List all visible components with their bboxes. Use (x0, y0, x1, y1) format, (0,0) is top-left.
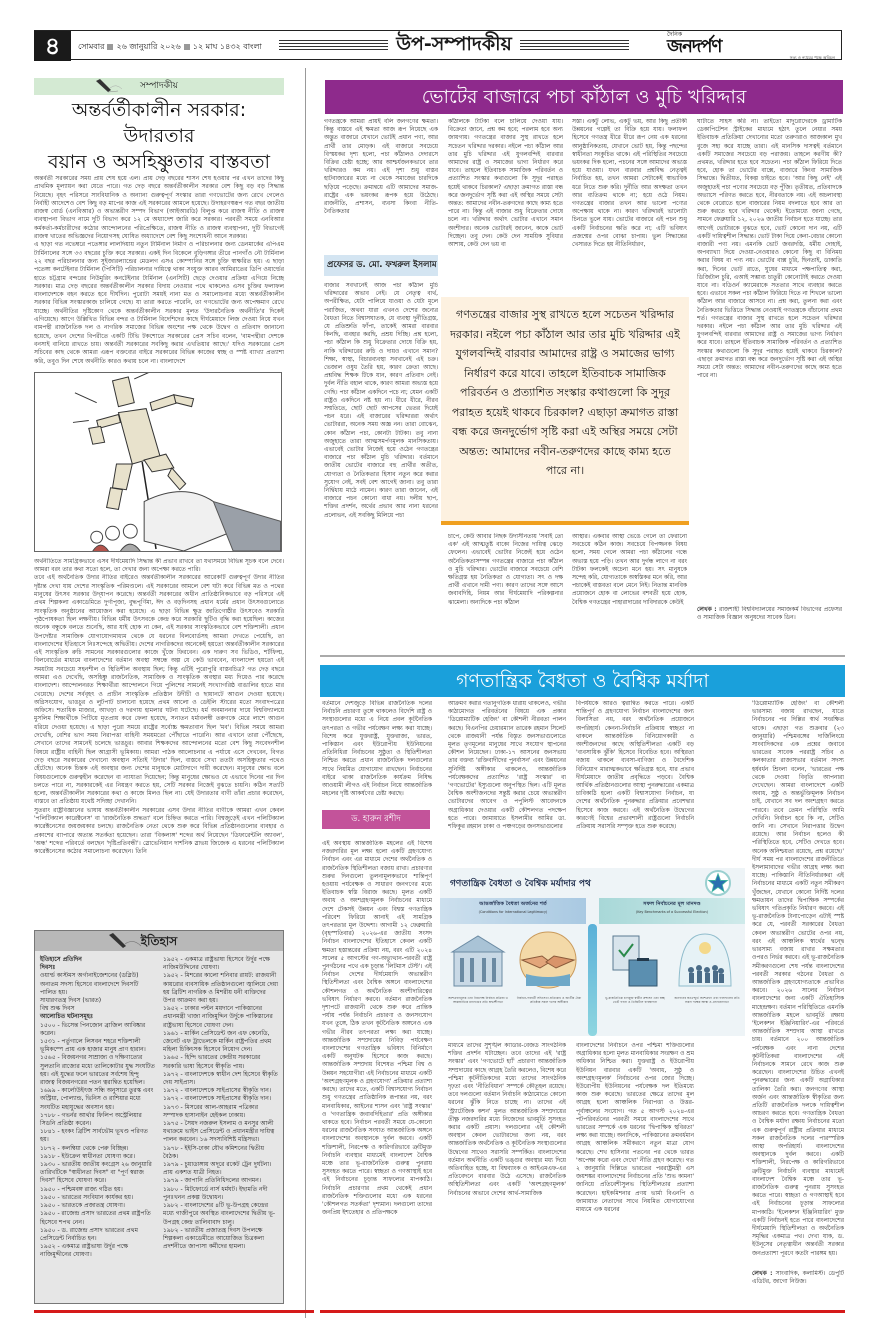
history-entry: ১৯৮০ - মিটফোর্ডে নার্স ধর্মঘট। ইছামতি নদী পুনঃখনন প্রকল্প উদ্বোধন। (163, 1185, 268, 1201)
editorial-paragraph: অন্তর্বর্তী সরকারের সময় প্রায় শেষ হয়ে এল। প্রায় দেড় বছরের শাসন শেষ হওয়ার পর এখন তাদের কিছু প্রাথমিক মূল্যায়ন করা যেতে পারে। গত দেড় বছরে অন্তর্বর্তীকালীন সরকার বেশ কিছু বড় বড় সিদ্ধান্ত নিয়েছে। বৃহৎ পরিসরে সাংবিধানিক ও অন্যান্য গুরুত্বপূর্ণ সংস্কার তারা গণভোটের জন্য রেখে গেলেও নির্বাহী আদেশেও বেশ কিছু বড় মাপের কাজ এই সরকারের আমলে হয়েছে। উদাহরণস্বরূপ গত বছর জাতীয় রাজস্ব বোর্ড (এনবিআর) ও অভ্যন্তরীণ সম্পদ বিভাগ (আইআরডি) বিলুপ্ত করে রাজস্ব নীতি ও রাজস্ব ব্যবস্থাপনা বিভাগ নামে দুটি বিভাগ করে ১২ মে অধ্যাদেশ জারি করে সরকার। পরবর্তী সময়ে এনবিআর কর্মকর্তা-কর্মচারীদের কঠোর আন্দোলনের পরিপ্রেক্ষিতে, রাজস্ব নীতি ও রাজস্ব ব্যবস্থাপনা, দুটি বিভাগেই রাজস্ব খাতের অভিজ্ঞদের নিয়োগসহ ঘোষিত অধ্যাদেশে বেশ কিছু সংশোধনী আনে সরকার। (34, 175, 284, 241)
history-entry: ১৯৫২ - একমাত্র রাষ্ট্রভাষা হিসেবে উর্দুর পক্ষে নাজিমউদ্দিনের ঘোষণা। (163, 956, 271, 972)
history-entry: ১৯৫০ - রাজেন্দ্র প্রসাদ ভারতের প্রথম রাষ্ট্রপতি হিসেবে শপথ নেন। (40, 1210, 151, 1226)
infographic-left-heading: আন্তর্জাতিক বৈধতা অর্জনের শর্ত (479, 901, 547, 907)
government-building-icon (448, 930, 508, 990)
bottom-rule (34, 1310, 314, 1313)
history-entry: ১৯৫২ - মিশরের কালো শনিবার রায়ট: রাজধানী কায়রোর ব্যবসায়িক প্রতিষ্ঠানগুলো জ্বালিয়ে দেয়া হয় ব্রিটিশ নাগরিক ও মিশরীয় ধনী ব্যক্তিদের উপর আক্রমণ করা হয়। (163, 972, 279, 1005)
masthead-prefix: দৈনিক (667, 31, 683, 38)
history-header (35, 931, 283, 951)
decorative-rule (279, 40, 388, 52)
editorial-tag-label: সম্পাদকীয় (140, 81, 178, 91)
article2-column: মাধ্যমে তাদের সুশৃঙ্খল ক্যাডার-বেজড সাংগঠনিক শক্তির প্রদর্শন ঘটাচ্ছেন। তবে তাদের এই 'রাষ্ট্র সংস্কার' এবং 'গণভোটে হ্যাঁ' প্রচারণা আন্তর্জাতিক সম্প্রদায়ের কাছে আগ্রহ তৈরি করলেও, বিশেষ করে পশ্চিমা কূটনীতিকদের মধ্যে তাদের সাংগঠনিক দৃঢ়তা এবং 'নীতিবিধান' সম্পর্কে কৌতূহল রয়েছে। তবে দলগুলো বর্তমান নির্বাচনি কাঠামোতে কোনো ধরনের ঝুঁকি নিতে চাচ্ছে না। তাদের এই 'স্ট্র্যাটেজিক কশন' মূলত আন্তর্জাতিক সম্প্রদায়ের তীক্ষ্ণ নজরদারির মধ্যে নিজেদের ভাবমূর্তি সুসংহত করার একটি প্রয়াস। দলগুলোর এই কৌশলী অবস্থান কেবল ভোটারদের জন্য নয়, বরং আন্তর্জাতিক অর্থনৈতিক ও কূটনৈতিক সংস্থাগুলোর উদ্বেগের সাথেও সরাসরি সম্পর্কিত। বাংলাদেশের বর্তমান অর্থনীতি একটি ভঙ্গুর অবস্থার মধ্য দিয়ে অতিবাহিত হচ্ছে, যা বিশ্বব্যাংক ও আইএমএফ-এর প্রতিবেদনে বারবার উঠে এসেছে। রাজনৈতিক অস্থিতিশীলতা এবং একটি 'অংশগ্রহণমূলক' নির্বাচনের অভাবে দেশের আর্থ-সামাজিক (448, 1043, 566, 1197)
article1-pullquote: গণতন্ত্রের বাজার সুস্থ রাখতে হলে সচেতন খরিদ্দার দরকার। নইলে পচা কাঁঠাল আর তার মুচি খরিদ্দার এই যুগলবন্দিই বারবার আমাদের রাষ্ট্র ও সমাজের ভাগ্য নির্ধারণ করে যাবে। তাহলে ইতিবাচক সামাজিক পরিবর্তন ও প্রত্যাশিত সংস্কার কথাগুলো কি সুদূর পরাহত হয়েই থাকবে চিরকাল? এছাড়া ক্রমাগত রাস্তা বন্ধ করে জনদুর্ভোগ সৃষ্টি করা এই অস্থির সময়ে সেটা অন্তত: আমাদের নবীন-তরুণদের কাছে কাম্য হতে পারে না। (441, 297, 689, 525)
masthead-logo: জনদর্পণ (667, 36, 722, 57)
history-entry: ১৯৭৯ - জাপানি প্রতিনিধিদলের আগমন। (163, 1177, 261, 1185)
infographic-stem (588, 924, 597, 1036)
history-entry: ১৯৩০ - ভারতীয় জাতীয় কংগ্রেস ২৬ জানুয়ারি তারিখটিকে "স্বাধীনতা দিবস" বা "পূর্ণ স্বরাজ দিবস" হিসেবে ঘোষণা করে। (40, 1161, 152, 1185)
infographic-right-heading: সফল নির্বাচনের মূল মানদণ্ড (643, 901, 701, 907)
history-entry: ১৫৩১ - পর্তুগালে লিসবন শহরে শক্তিশালী ভূমিকম্পে প্রায় এক হাজার মানুষ প্রাণ হারান। (40, 1038, 146, 1054)
byline-label: লেখক : (752, 1271, 773, 1277)
ballot-box-icon (605, 930, 665, 990)
article2-author: ড. হারুন রশীদ (322, 810, 430, 829)
article2-column: আক্রমণ করার গতানুগতিক ধারায় থাকলেও, গভীর কাঠামোগত পরিবর্তনের বিষয়ে এক প্রকার 'ডিপ্লোম্যাটিক হেজিং' বা কৌশলী নীরবতা পালন করছে। বিএনপির চেয়ারম্যান তারেক রহমান সিলেট থেকে রাজধানী পর্যন্ত বিস্তৃত জনসভাগুলোতে মূলত তৃণমূলের মানুষের সাথে সংযোগ স্থাপনের কৌশল নিয়েছেন। ঢাকা-১৭ আসনের জনসভায় তার বক্তব্য 'রক্তিবাদীদের পুনর্বাসন' এবং উন্নয়নের সুনির্দিষ্ট অঙ্গীকার থাকলেও, আন্তর্জাতিক পর্যবেক্ষকদের প্রত্যাশিত 'রাষ্ট্র সংস্কার' বা 'গণভোটের' ইস্যুগুলো অনুপস্থিত ছিল। এটি মূলত বৈশ্বিক অংশীজনদের সন্তুষ্ট করার চেয়ে অভ্যন্তরীণ ভোটারদের আবেগ ও পপুলিস্ট আবেদনকে অগ্রাধিকার দেওয়ার একটি কৌশলগত পদক্ষেপ হতে পারে। জামায়াতে ইসলামীর আমির ডা. শফিকুর রহমান ঢাকা ও পঞ্চগড়ের জনসভাগুলোর (448, 701, 566, 831)
history-entry: সাধারণতন্ত্র দিবস (ভারত) (40, 997, 102, 1005)
editorial-headline-line1: অন্তর্বর্তীকালীন সরকার: উদারতার (71, 99, 247, 147)
history-entry: ১৯৬৫ - হিন্দি ভারতের কেন্দ্রীয় সরকারের সরকারি ভাষা হিসেবে স্বীকৃতি পায়। (163, 1054, 261, 1070)
article1-byline (697, 606, 842, 622)
history-entry: ১৯৭৩ - মিসরের আল-আহরাম পত্রিকার সম্পাদক হাসানাইন হেইকল ঢাকায়। (163, 1103, 258, 1119)
editorial-tag (34, 78, 284, 95)
day: সোমবার (78, 42, 105, 51)
dateline (78, 41, 262, 54)
history-entry: ১৬৯৯ - কার্লোউইৎজ সন্ধি অনুসারে তুরস্ক এবং অস্ট্রিয়া, পোল্যান্ড, ভিনিস ও রাশিয়ার মধ্যে সংঘটিত মহাযুদ্ধের অবসান হয়। (40, 1087, 154, 1111)
history-entry: আলোচিত ঘটনাসমূহঃ (40, 1013, 94, 1021)
byline-text: সাংবাদিক, কলামিস্ট। ডেপুটি এডিটর, জাগো নিউজ। (752, 1271, 844, 1286)
editorial-paragraph: তবে এই অর্থনৈতিক উদার নীতির বাইরেও অন্তর্বর্তীকালীন সরকারের আরেকটি গুরুত্বপূর্ণ উদার নীতির দৃষ্টান্ত দেখা যায় দেশের সাংস্কৃতিক পরিমণ্ডলে। এই সরকারের আমলে বেশ ঘটা করে বিভিন্ন মত ও পথের মানুষের উৎসব সরকার উদ্‌যাপন করেছে। অন্তর্বর্তী সরকারের অধীন প্রাতিষ্ঠানিকভাবে বড় পরিসরে এই প্রথম শিল্পকলা একাডেমিতে দুর্গাপূজা, বুদ্ধপূর্ণিমা, ঈদ ও বড়দিনসহ প্রধান ধর্মের প্রধান উৎসবগুলোতে সাংস্কৃতিক অনুষ্ঠানের আয়োজন করা হয়েছে। এ ছাড়া বিভিন্ন ক্ষুদ্র জাতিগোষ্ঠীর উৎসবেও সরকারি পৃষ্ঠপোষকতা ছিল লক্ষণীয়। বিভিন্ন ধর্মীয় উৎসবকে কেন্দ্র করে সরকারি ছুটিও বৃদ্ধি করা হয়েছিল। কাজের অনেক বন্ধুকে বলতে শুনেছি, আর যাই হোক না কেন, এই সরকার সাংস্কৃতিকভাবে বেশ শক্তিশালী। প্রধান উপদেষ্টার সামাজিক যোগাযোগমাধ্যম থেকে যে ধরনের বিলবোর্ডসহ আমরা দেখতে পেয়েছি, তা বাংলাদেশের ইতিহাসে নিঃসন্দেহে অদ্বিতীয়। দেশের নাগরিকদের অনেকেই হয়তো অন্তর্বর্তীকালীন সরকারের এই সাংস্কৃতিক রুচি সামনের সরকারগুলোর কাজে খুঁজে ফিরবেন। এক দারুণ সব ভিডিও, শর্টফিল্ম, বিলবোর্ডের মাধ্যমে বাংলাদেশের বর্তমান অবস্থা সম্বন্ধে অল্প যে কেউ ভাববেন, বাংলাদেশ হয়তো এই সময়টায় সবচেয়ে সহনশীল ও স্থিতিশীল অবস্থায় ছিল; কিন্তু এটিই পুরোপুরি বাস্তবচিত্র? গত দেড় বছরে আমরা এও দেখেছি, অসহিষ্ণু রাজনৈতিক, সামাজিক ও সাংস্কৃতিক অবস্থার মধ্য দিয়েও পার করেছে বাংলাদেশ। আন্দোলনরত শিক্ষার্থীরা আন্দোলনে গিয়ে পুলিশের সামনেই সংখ্যাগরিষ্ঠ বাঙালির হাতে মার খেয়েছে। দেশের সর্ববৃহৎ ও প্রাচীন সাংস্কৃতিক প্রতিষ্ঠান উদীচী ও ছায়ানটে আগুন দেওয়া হয়েছে। অগ্নিসংযোগ, ভাঙচুর ও লুটপাট চালানো হয়েছে প্রথম আলো ও ডেইলি স্টারের মতো সংবাদপত্রের অফিসে। শতাধিক মাজার, আখড়া ও দরগায় হামলার ঘটনা ঘটেছে। ধর্ম অবমাননার দায়ে বিশ্ববিদ্যালয়ে মুসলিম শিক্ষার্থীকে পিটিয়ে মৃতপ্রায় করে ফেলা হয়েছে, সনাতন ধর্মাবলম্বী তরুণকে মেরে লাশে আগুন ধরিয়ে দেওয়া হয়েছে। এ ছাড়া পুরো সময়ে রাষ্ট্রের সর্বোচ্চ ক্ষমতাবান ছিল 'মব'। বিভিন্ন সময়ে আমরা দেখেছি, বেশির ভাগ সময় নিরাপত্তা বাহিনী সময়মতো পৌঁছাতে পারেনি। আর এখানে তারা পৌঁছেছে, সেখানে তাদের সামনেই চলেছে ভাঙচুর। আবার শিক্ষকদের আন্দোলনের মতো বেশ কিছু সংবেদনশীল বিষয়ে রাষ্ট্রীয় বাহিনী ছিল আগ্রাসী ভূমিকায়। আমরা পাঠক আলোচনার এ পর্যায়ে এসে দেখবেন, বিগত দেড় বছরে সরকারের দেখানো অবস্থান সত্যিই 'উদার' ছিল, বাস্তবে সেখা ততটা অসহিষ্ণুতার পথেও হেঁটেছে। অনেক চিন্তক এই অবস্থার জন্য দেশের মানুষকে মোটাদাগে দায়ী করেছেন। মানুষের ক্ষোভ বলে বিষয়গুলোকে গুরুত্বহীন করেছেন বা ন্যায্যতা দিয়েছেন; কিন্তু মানুষের ক্ষোভও যে এভাবে দিনের পর দিন চলতে পারে না, সরকারকেই এর নিয়ন্ত্রণ করতে হয়, সেটি সরকার নিজেই বুঝতে চায়নি। কঠিন সত্যটি হলো, অন্তর্বর্তীকালীন সরকারের কথা ও কাজে মিলও ছিল না। যেই উদারতার বাণী তাঁরা প্রচার করেছেন, বাস্তবে তা প্রতিষ্ঠায় যথেষ্ট সদিচ্ছা দেখাননি। (34, 574, 284, 806)
history-entry: ১৯৬১ - মার্কিন প্রেসিডেন্ট জন এফ কেনেডি, জেনেট এফ ট্রাভেলকে মার্কিন রাষ্ট্রপতির প্রথম মহিলা চিকিৎসক হিসেবে নিয়োগ দেন। (163, 1029, 272, 1054)
infographic-caption: অংশগ্রহণমূলক এবং নিরপেক্ষ নির্বাচন প্রক্রিয়া ও আন্তর্জাতিক মানদণ্ডের প্রতি শ্রদ্ধাশীলতা (448, 996, 508, 1005)
masthead (637, 31, 837, 61)
editorial-cartoon (34, 372, 282, 552)
separator-square-icon (184, 44, 190, 50)
handshake-icon (518, 930, 578, 990)
history-entry: ১৯৫২ - ঢাকার পল্টন ময়দানে পাকিস্তানের প্রধানমন্ত্রী খাজা নাজিমুদ্দিন উর্দুকে পাকিস্তানের রাষ্ট্রভাষা হিসেবে ঘোষণা দেন। (163, 1005, 273, 1029)
article2-column: বাংলাদেশের নির্বাচনে ওপর পশ্চিমা শক্তিগুলোর অগ্রাধিকার হলো মূলত মানবাধিকার সংরক্ষণ ও শ্রম অধিকার নিশ্চিত করা। যুক্তরাষ্ট্র ও ইউরোপীয় ইউনিয়ন বারবার একটি 'অবাধ, সুষ্ঠু ও অংশগ্রহণমূলক' নির্বাচনের ওপর জোর দিচ্ছে। ইউরোপীয় ইউনিয়নের পর্যবেক্ষক দল ইতিমধ্যে কাজ শুরু করেছে। ভারতের ক্ষেত্রে তাদের মূল আগ্রহ হলো আঞ্চলিক নিরাপত্তা ও উত্তর-পূর্বাঞ্চলের সংযোগ। গত ৫ আগস্ট ২০২৪-এর পটপরিবর্তনের পরবর্তী সময়ে বাংলাদেশের সাথে ভারতের সম্পর্কে এক ধরনের 'দ্বিপাক্ষিক স্থবিরতা' লক্ষ্য করা যাচ্ছে। অন্যদিকে, পাকিস্তানের ক্রমবর্ধমান আগ্রহ আঞ্চলিক সমীকরণে নতুন মাত্রা যোগ করেছে। শেখ হাসিনার পতনের পর থেকে ভারত 'অপেক্ষা করো এবং দেখো' নীতি গ্রহণ করেছে। গত ২ জানুয়ারি দিল্লিতে ভারতের পররাষ্ট্রমন্ত্রী এস জয়শঙ্কর বাংলাদেশের নির্বাচনের প্রতি 'শুভ কামনা' জানিয়ে প্রতিবেশীসুলভ স্থিতিশীলতার প্রত্যাশা করেছেন। হাইকমিশনার প্রণয় ভার্মা বিএনপি ও জামায়াত নেতাদের সাথে নিয়মিত যোগাযোগের মাধ্যমে এক ধরনের (576, 1043, 694, 1214)
editorial-headline-line2: বয়ান ও অসহিষ্ণুতার বাস্তবতা (48, 151, 270, 173)
puppet-cartoon-illustration (35, 373, 281, 551)
page-number: ৪ (34, 31, 71, 61)
article2-column: বর্তমানে দেশজুড়ে বিভিন্ন রাজনৈতিক দলের নির্বাচনি প্রচারণা তুঙ্গে থাকলেও বিদেশি রাষ্ট্র ও সংস্থাগুলোর মধ্যে এ নিয়ে প্রবল কূটনৈতিক তৎপরতা ও গভীর পর্যবেক্ষণ লক্ষ্য করা যাচ্ছে। বিশেষ করে যুক্তরাষ্ট্র, যুক্তরাজ্য, ভারত, পাকিস্তান এবং ইউরোপীয় ইউনিয়নের প্রতিনিধিরা নির্বাচনের সুষ্ঠুতা ও স্থিতিশীলতা নিশ্চিত করতে প্রধান রাজনৈতিক দলগুলোর সাথে নিয়মিত যোগাযোগ রাখছেন। নির্বাচনের বাইরে থাকা রাজনৈতিক কার্যক্রম নিষিদ্ধ আওয়ামী লীগও এই নির্বাচন নিয়ে আন্তর্জাতিক মহলের দৃষ্টি আকর্ষণের চেষ্টা করছে। (322, 701, 432, 798)
bottom-rule (320, 1310, 845, 1313)
date-gregorian: ২৬ জানুয়ারি ২০২৬ (116, 42, 181, 51)
article1-column: সস্তা। একটু লোভ, একটু ভয়, আর কিছু প্রতীকী উন্নয়নের গল্পেই তা বিক্রি হয়ে যায়। ফলাফল হিসেবে গণতন্ত্র ধীরে ধীরে রূপ নেয় এক ধরনের আনুষ্ঠানিকতায়, যেখানে ভোট হয়, কিন্তু পছন্দের স্বাধীনতা সংকুচিত থাকে। এই পরিস্থিতির সবচেয়ে ভয়ংকর দিক হলো, পচনের সঙ্গে আমাদের অভ্যস্ত হয়ে যাওয়া। যখন বারবার প্রশ্নবিদ্ধ নেতৃত্বই নির্বাচিত হয়, তখন আমরা সেটাকেই স্বাভাবিক ধরে নিতে শুরু করি। দুর্নীতি আর অদক্ষতা তখন আর ব্যতিক্রম থাকে না; হয়ে ওঠে নিয়ম। গণতন্ত্রের বাজার তখন আর ভালো পণ্যের অপেক্ষায় থাকে না। কারণ খরিদ্দারই ভালোটা চিনতে ভুলে যায়। ভোটের বাজারে এই পচন শুধু একটি নির্বাচনের ক্ষতি করে না; এটি ভবিষ্যৎ প্রজন্মের ওপর বোঝা চাপায়। ভুল সিদ্ধান্তের খেসারত দিতে হয় নীতিনির্ধারণ, (572, 119, 687, 249)
history-entry: ১৯৭২ - বাংলাদেশকে সাইপ্রাসের স্বীকৃতি দান। (163, 1087, 272, 1095)
history-entry: ১৯৭২ - বাংলাদেশকে স্বাধীন দেশ হিসেবে স্বীকৃতি দেয় সাইপ্রাস। (163, 1070, 278, 1087)
article2-byline (752, 1270, 844, 1286)
history-columns (35, 951, 283, 1265)
history-entry: ১৯১৮ - ইউক্রেন স্বাধীনতা ঘোষণা করে। (40, 1152, 135, 1160)
separator-square-icon (107, 44, 113, 50)
article2-column: বিপর্যয়কে আরও ত্বরান্বিত করতে পারে। একটি শান্তিপূর্ণ ও গ্রহণযোগ্য নির্বাচন বাংলাদেশের জন্য বিলাসিতা নয়, বরং অর্থনৈতিক প্রয়োজনে অপরিহার্য। কেননা-নির্বাচনি প্রক্রিয়ায় স্বচ্ছতা না থাকলে আন্তর্জাতিক বিনিয়োগকারী ও অংশীজনদের কাছে অস্থিতিশীলতা একটি বড় 'ব্যবসায়িক ঝুঁকি' হিসেবে বিবেচিত হবে। অস্থিরতা বজায় থাকলে ব্যবসা-বাণিজ্য ও বৈদেশিক বিনিয়োগ মারাত্মকভাবে ক্ষতিগ্রস্ত হবে, যার প্রভাব দীর্ঘমেয়াদে জাতীয় প্রবৃদ্ধিতে পড়বে। বৈশ্বিক আর্থিক প্রতিষ্ঠানগুলোর আস্থা পুনরুদ্ধারের একমাত্র চাবিকাঠি হলো একটি বিশ্বাসযোগ্য নির্বাচন, যা দেশের অর্থনৈতিক পুনরুদ্ধার প্রক্রিয়ার প্রবেশদ্বার হিসেবে কাজ করবে। এই অর্থনৈতিক উদ্বেগের কারণেই বিশ্বের প্রভাবশালী রাষ্ট্রগুলো নির্বাচনি প্রক্রিয়ায় সরাসরি সম্পৃক্ত হতে শুরু করেছে। (576, 701, 694, 831)
history-entry: ১৯৫০ - ভারতকে প্রজাতন্ত্র ঘোষণা। (40, 1202, 125, 1210)
history-entry: ১৯৫২ - একমাত্র রাষ্ট্রভাষা উর্দুর পক্ষে নাজিমুদ্দীনের ঘোষণা। (40, 1243, 129, 1259)
byline-label: লেখক : (697, 607, 717, 613)
history-entry: ১৯৭৫ - সৈয়দ নজরুল ইসলাম ও মনসুর আলী যথাক্রমে ভাইস প্রেসিডেন্ট ও প্রধানমন্ত্রীর দায়িত্ব পালন করবেন। ১৬ সদস্যবিশিষ্ট মন্ত্রিসভা। (163, 1120, 275, 1144)
infographic-caption: জনগণের স্বতঃস্ফূর্ত অংশগ্রহণ এবং ফলাফলের প্রতি সকল পক্ষের আস্থা ও গ্রহণযোগ্যতা (674, 996, 740, 1005)
fountain-pen-icon (105, 933, 155, 950)
star-logo-icon (705, 870, 731, 896)
history-entry: ১৮৭২ - কলম্বিয়া থেকে পেরু বিচ্ছিন্ন। (40, 1144, 129, 1152)
byline-text: রাজশাহী বিশ্ববিদ্যালয়ের সমাজকর্ম বিভাগের প্রফেসর ও সামাজিক বিজ্ঞান অনুষদের সাবেক ডিন। (697, 607, 842, 622)
infographic-caption: নির্বাচন-পরবর্তী সহিংসতা প্রতিরোধ ও জাতীয় ঐক্য প্রতিষ্ঠায় সকল দলের অঙ্গীকার (516, 996, 582, 1005)
history-entry: ১৮৪১ - হংকং ব্রিটিশ সার্বভৌম ভূখণ্ড পরিণত হয়। (40, 1128, 148, 1144)
history-entry: বিশ্ব শুল্ক দিবস (40, 1005, 75, 1013)
people-dome-icon (675, 930, 735, 990)
history-entry: ওয়ার্ল্ড কাস্টমস অর্গানাইজেশনের (ডব্লিউ) অন্যতম সদস্য হিসেবে বাংলাদেশে দিবসটি পালিত হয়। (40, 972, 139, 996)
infographic-right-band (599, 898, 745, 924)
history-entry: ১৯৭৮ - ইইসি-ঢাকা যৌথ কমিশনের দ্বিতীয় বৈঠক। (163, 1144, 265, 1160)
editorial-headline (34, 97, 284, 175)
history-entry: ১৯৮২ - বাংলাদেশের ৪টি ভূ-উপগ্রহ কেন্দ্রের মধ্যে গাজীপুরে অবস্থিত বাংলাদেশের দ্বিতীয় ভূ-উপগ্রহ কেন্দ্র তালিবাবাদ চালু। (163, 1202, 276, 1226)
history-entry: ১৭৮৮ - গভর্নর আর্থার ফিলিপ অস্ট্রেলিয়ার সিডনি প্রতিষ্ঠা করেন। (40, 1111, 142, 1128)
editorial-paragraph: এ ছাড়া গত নভেম্বরে পতেঙ্গার লালদিয়ায় নতুন টার্মিনাল নির্মাণ ও পরিচালনার জন্য ডেনমার্কের এপিএম টার্মিনালের সঙ্গে ৩৩ বছরের চুক্তি করে সরকার। একই দিন বিকেলে বুড়িগঙ্গার তীরে পানগাঁও নৌ টার্মিনাল ২২ বছর পরিচালনার জন্য সুইজারল্যান্ডের মেডলগ এসএ কোম্পানির সঙ্গে চুক্তি স্বাক্ষরিত হয়। এ ছাড়া পতেঙ্গা কনটেইনার টার্মিনাল (পিসিটি) পরিচালনার দায়িত্বে থাকা সংযুক্ত আরব আমিরাতের ডিপি ওয়ার্ল্ডের হাতে চট্টগ্রাম বন্দরের নিউমুরিং কনটেইনার টার্মিনাল (এনসিটি) ছেড়ে দেওয়ার প্রক্রিয়া এগিয়ে নিচ্ছে সরকার। মাত্র দেড় বছরের অন্তর্বর্তীকালীন সরকার বিদায় নেওয়ার পথে থাকলেও এসব চুক্তির ফলাফল বাংলাদেশকে বহন করতে হবে দীর্ঘদিন। পুরোটা সময়ই নানা মত ও সমালোচনার মধ্যে অন্তর্বর্তীকালীন সরকার বিভিন্ন সংস্কারকাজ চালিয়ে গেছে। যা তারা করতে পারেনি, তা গণভোটের জন্য অপেক্ষমাণ রেখে যাচ্ছে। অর্থনীতির দৃষ্টিকোণ থেকে অন্তর্বর্তীকালীন সরকার মূলত 'উদারনৈতিক অর্থনীতি'র দিকেই এগিয়েছে। আগে উল্লিখিত বিভিন্ন বন্দর ও টার্মিনাল বিদেশিদের কাছে দীর্ঘমেয়াদে লিজ দেওয়া নিয়ে যখন বামপন্থী রাজনৈতিক দল ও নাগরিক সমাজের বিভিন্ন অংশের পক্ষ থেকে উদ্বেগ ও প্রতিবাদ জানানো হয়েছে, তখন দেশের বিপরীতে একটি টিভি টকশোতে সরকারের প্রেস সচিব বলেন, 'বামপন্থীরা দেশকে বনসাই বানিয়ে রাখতে চায়। অন্তর্বর্তী সরকারের সবকিছু করার এখতিয়ার আছে।' যদিও সরকারের প্রেস সচিবের কাছ থেকে আমরা এরূপ বক্তব্যের বাইরে সরকারের বিভিন্ন কাজের স্বচ্ছ ও স্পষ্ট ব্যাখ্যা প্রত্যাশা করি, তবুও দিন শেষে অর্থনীতি কারও কথায় চলে না। বাংলাদেশে (34, 241, 284, 365)
editorial-paragraph: অর্থনীতিতে সামগ্রিকভাবে এসব দীর্ঘমেয়াদি সিদ্ধান্ত কী প্রভাব রাখবে তা যথাসময়ে বিভিন্ন সূচক বলে দেবে। আমরা বরং তার কথা সত্যে হলে, তা দেখার জন্য অপেক্ষা করতে পারি। (34, 557, 284, 574)
history-entry: ১৫৬৫ - বিজয়নগর সাম্রাজ্য ও দক্ষিণাত্যের সুলতানি রাজ্যের মধ্যে তালিকোটার যুদ্ধ সংঘটিত হয়। এই যুদ্ধের ফলে ভারতের সর্বশেষ হিন্দু রাজত্ব বিজয়নগরের পতন ত্বরান্বিত হয়েছিল। (40, 1054, 155, 1087)
history-entry: ১৯৭২ - বাংলাদেশকে সাইপ্রাসের স্বীকৃতি দান। (163, 1095, 272, 1103)
history-entry: ইতিহাসে প্রতিদিন (40, 956, 82, 963)
section-header (279, 33, 629, 59)
history-entry: ১৯৫০ - পশ্চিমবঙ্গ রাজ্য গঠিত হয়। (40, 1185, 123, 1193)
infographic-caption: ভূ-রাজনৈতিক চাপমুক্ত স্বাধীন প্রশাসন এবং স্বচ্ছ ভোট গণনা ও ডিজিটাল ব্যবস্থাপনা (605, 996, 665, 1005)
date-bangla: ১২ মাঘ ১৪৩২ বাংলা (192, 42, 262, 51)
article1-headline: ভোটের বাজারে পচা কাঁঠাল ও মুচি খরিদ্দার (325, 80, 843, 114)
article1-column: আস্থার। একবার আস্থা ভেঙে গেলে তা ফেরানো সবচেয়ে কঠিন কাজ। সবচেয়ে বিপজ্জনক বিষয় হলো, সময় গেলে আমরা পচা কাঁঠালের গন্ধে অভ্যস্ত হয়ে পড়ি। তখন আর দুর্গন্ধ লাগে না বরং টাটকা ফলকেই অচেনা মনে হয়। সৎ মানুষকে সন্দেহ করি, যোগ্যতাকে অস্বস্তিকর মনে করি, আর পচাকেই বাস্তবতা বলে মেনে নিই। নিতান্ত মানবিক প্রয়োজনে হোক বা লোভের বশবর্তী হয়ে হোক, বৈশ্বিক গণতন্ত্রের পাহারাদারের দাবিদারকে কেউই (572, 534, 687, 606)
article1-author: প্রফেসর ড. মো. ফখরুল ইসলাম (324, 255, 438, 276)
history-box (34, 930, 284, 1304)
history-entry: ১৯৮২ - ভারতীয় প্রজাতন্ত্র দিবস উপলক্ষে শিল্পকলা একাডেমীতে আয়োজিত চিত্রকলা প্রদর্শনীতে জাপাসা কর্মীদের হামলা। (163, 1226, 265, 1251)
history-entry: দিবসঃ (40, 964, 56, 972)
article2-column: 'ডিপ্লোম্যাটিক হেজিং' বা কৌশলী ভারসাম্য বজায় রাখছেন, যাতে নির্বাচনের পর দিল্লির স্বার্থ সংরক্ষিত থাকে। এছাড়া গত শুক্রবার (২৩ জানুয়ারি) পশ্চিমবঙ্গের দার্জিলিংয়ে সাংবাদিকদের এক প্রশ্নের জবাবে ভারতের সাবেক পররাষ্ট্র সচিব ও কলকাতার রাজ্যসভার বর্তমান সদস্য হর্ষবর্ধন শ্রিংলা বলেন, 'ভারতের পক্ষ থেকে দেওয়া বিবৃতি আপনারা দেখেছেন। আমরা বাংলাদেশে একটি অবাধ, সুষ্ঠু ও অন্তর্ভুক্তিমূলক নির্বাচন চাই, যেখানে সব দল অংশগ্রহণ করতে পারবে। তবে তেমন পরিস্থিতি আমি দেখিনি। নির্বাচন হবে কি না, সেটিও জানি না। সেখানে নিরাপত্তার উদ্বেগ রয়েছে। আর নির্বাচন হলেও কী পরিস্থিতিতে হবে, সেটিও দেখতে হবে। অনেক অনিশ্চয়তা রয়েছে, প্রশ্ন রয়েছে।' দীর্ঘ সময় পর বাংলাদেশের রাজনীতিতে ইসলামাবাদের গভীর আগ্রহ লক্ষ্য করা যাচ্ছে। পাকিস্তানি নীতিনির্ধারকরা এই নির্বাচনের মাধ্যমে একটি নতুন সমীকরণ খুঁজছেন, যেখানে কোনো নির্দিষ্ট দলের ক্ষমতায়ন তাদের দ্বিপাক্ষিক সম্পর্কের ভবিষ্যৎ গতিপ্রকৃতি নির্ধারণ করবে। এই ভূ-রাজনৈতিক টানাপোড়েন এটাই স্পষ্ট করে যে, পরবর্তী সরকারের বৈধতা কেবল অভ্যন্তরীণ ভোটের ওপর নয়, বরং এই আঞ্চলিক স্বার্থের দ্বন্দ্বে ভারসাম্য বজায় রাখার সক্ষমতার ওপরও নির্ভর করবে। এই ভূ-রাজনৈতিক সমীকরণগুলো শেষ পর্যন্ত বাংলাদেশের পরবর্তী সরকার গঠনের বৈধতা ও আন্তর্জাতিক গ্রহণযোগ্যতাকে প্রভাবিত করবে। ২০২৬ সালের নির্বাচন বাংলাদেশের জন্য একটি ঐতিহাসিক মাহেন্দ্রক্ষণ। বর্তমান পরিস্থিতিতে এমনকি আন্তর্জাতিক মহলে ভাবমূর্তি রক্ষায় 'ইলেকশন ইঞ্জিনিয়ারিং'-এর পরিবর্তে আন্তর্জাতিক সম্প্রদায় আস্থা রাখতে চায়। বর্তমানে ২০০ আন্তর্জাতিক পর্যবেক্ষক এবং নানা দেশের কূটনীতিকরা বাংলাদেশের এই নির্বাচনকে সামনে রেখে কাজ শুরু করেছেন। বাংলাদেশের উচিত এখনই পুনরুদ্ধারের জন্য একটি অগ্রাধিকার তালিকা তৈরি করা। জনগণের আস্থা অর্জন এবং আন্তর্জাতিক স্বীকৃতির জন্য প্রতিটি রাজনৈতিক দলকে দায়িত্বশীল আচরণ করতে হবে। গণতান্ত্রিক বৈধতা ও বৈশ্বিক মর্যাদা রক্ষায় নির্বাচনের মতো এক গুরুত্বপূর্ণ রাষ্ট্রীয় প্রক্রিয়ার মাধ্যমে সকল রাজনৈতিক দলের পারস্পরিক আস্থা অপরিহার্য। বাংলাদেশের অবস্থানকে দুর্বল করবে। একটি শক্তিশালী, নিরপেক্ষ ও কারিগরিভাবে ত্রুটিমুক্ত নির্বাচনি ব্যবস্থার মাধ্যমেই বাংলাদেশ বৈশ্বিক মঞ্চে তার ভূ-রাজনৈতিক গুরুত্ব পুনরায় সুসংহত করতে পারে। স্বচ্ছতা ও গণআস্থাই হবে এই নির্বাচনের চূড়ান্ত সাফল্যের মাপকাঠি। 'ইলেকশন ইঞ্জিনিয়ারিং' মুক্ত একটি নির্বাচনই হতে পারে বাংলাদেশের দীর্ঘমেয়াদি স্থিতিশীলতা ও অর্থনৈতিক সমৃদ্ধির একমাত্র পথ। দেখা যাক, ড. ইউনূসের নেতৃত্বাধীন অন্তর্বর্তী সরকার জনপ্রত্যাশা পূরণে কতটা পারঙ্গম হয়। (752, 701, 844, 1257)
infographic-right-subheading: (Key Benchmarks of a Successful Election) (635, 910, 709, 914)
masthead-tagline: সত্য ও ন্যায়ের পক্ষে অবিচল (789, 55, 835, 60)
history-entry: ১৯৫০ - ভারতের সংবিধান কার্যকর হয়। (40, 1193, 134, 1201)
section-title: উপ-সম্পাদকীয় (396, 33, 512, 55)
fountain-pen-icon (94, 79, 134, 94)
infographic-left-subheading: (Conditions for International Legitimacy) (478, 910, 548, 914)
article2-column: এই অবস্থায় আন্তর্জাতিক মহলের এই বিশেষ নজরদারির মূল লক্ষ্য হলো একটি গ্রহণযোগ্য নির্বাচন এবং এর মাধ্যমে দেশের অর্থনৈতিক ও রাজনৈতিক স্থিতিশীলতা বজায় রাখা। প্রচারণার শুরুর দিনগুলো তুলনামূলকভাবে শান্তিপূর্ণ হওয়ায় পর্যবেক্ষক ও সাধারণ জনগণের মধ্যে ইতিবাচক স্বস্তি বিরাজ করছে। মূলত একটি অবাধ ও অংশগ্রহণমূলক নির্বাচনের মাধ্যমে দেশে টেকসই উন্নয়ন এবং বিশ্বস্ত গণতান্ত্রিক পরিবেশ ফিরিয়ে আনাই এই সামগ্রিক তৎপরতার মূল উদ্দেশ্য। আগামী ১২ ফেব্রুয়ারি (বৃহস্পতিবার) ২০২৬-এর জাতীয় সংসদ নির্বাচন বাংলাদেশের ইতিহাসে কেবল একটি ক্ষমতা হস্তান্তরের প্রক্রিয়া নয়, বরং এটি ২০২৪ সালের ৫ আগস্টের গণ-অভ্যুত্থান-পরবর্তী রাষ্ট্র পুনর্গঠনের পথে এক চূড়ান্ত 'লিটমাস টেস্ট'। এই নির্বাচন দেশের দীর্ঘমেয়াদি অভ্যন্তরীণ স্থিতিশীলতা এবং বৈশ্বিক অঙ্গনে বাংলাদেশের কৌশলগত ও অর্থনৈতিক অংশীদারিত্বের ভবিষ্যৎ নির্ধারণ করবে। বর্তমান রাজনৈতিক দৃশ্যপটে রাজধানী থেকে শুরু করে প্রান্তিক পর্যায় পর্যন্ত নির্বাচনি প্রচারণা ও জনসংযোগ যখন তুঙ্গে, ঠিক তখন কূটনৈতিক অঙ্গনেও এক গভীর নীরব তৎপরতা লক্ষ্য করা যাচ্ছে। আন্তর্জাতিক সম্প্রদায়ের নিবিড় পর্যবেক্ষণ বাংলাদেশের গণতান্ত্রিক ভবিষ্যৎ বিনির্মাণে একটি অনুঘটক হিসেবে কাজ করছে। আন্তর্জাতিক সম্প্রদায় বিশেষত পশ্চিমা বিশ্ব ও উন্নয়ন সহযোগীরা এই নির্বাচনের মাধ্যমে একটি 'অংশগ্রহণমূলক ও গ্রহণযোগ্য' প্রক্রিয়ার প্রত্যাশা করছে। তাদের মতে, একটি বিশ্বাসযোগ্য নির্বাচন শুধু গণতন্ত্রের প্রাতিষ্ঠানিক রূপান্তর নয়, বরং মানবাধিকার, আইনের শাসন এবং 'রাষ্ট্র সংস্কার' ও 'গণতান্ত্রিক জবাবদিহিতার' প্রতি অঙ্গীকার থাকতে হবে। নির্বাচন পরবর্তী সময়ে যে-কোনো ধরনের রাজনৈতিক সংঘাত আন্তর্জাতিক অঙ্গনে বাংলাদেশের অবস্থানকে দুর্বল করবে। একটি শক্তিশালী, নিরপেক্ষ ও কারিগরিভাবে ত্রুটিমুক্ত নির্বাচনি ব্যবস্থার মাধ্যমেই বাংলাদেশ বৈশ্বিক মঞ্চে তার ভূ-রাজনৈতিক গুরুত্ব পুনরায় সুসংহত করতে পারে। স্বচ্ছতা ও গণআস্থাই হবে এই নির্বাচনের চূড়ান্ত সাফল্যের মাপকাঠি। নির্বাচনি প্রচারণার প্রথম থেকেই প্রধান রাজনৈতিক শক্তিগুলোর মধ্যে এক ধরনের 'কৌশলগত সতর্কতা' দৃশ্যমান। দলগুলো তাদের জনপ্রিয় ইশতেহার ও প্রতিপক্ষকে (322, 841, 432, 1217)
article1-column: চাপে, কেউ আবার নিছক উদাসীনতায় 'সবাই তো এক' এই আত্মতুষ্ট বাক্যে নিজের দায়িত্ব ঝেড়ে ফেলেন। এভাবেই ভোটার নিজেই হয়ে ওঠেন অনৈতিকতাসম্পন্ন গণতন্ত্রের বাজারে পচা কাঁঠাল ও মুচি খরিদ্দার। ভোটের বাজারে সবচেয়ে বেশি ক্ষতিগ্রস্ত হয় নৈতিকতা ও যোগ্যতা। সৎ ও দক্ষ প্রার্থী এখানে দামী পণ্য। কারণ তাদের সঙ্গে আসে জবাবদিহি, নিয়ম আর দীর্ঘমেয়াদি পরিকল্পনার ঝামেলা। অন্যদিকে পচা কাঁঠাল (448, 534, 563, 606)
editorial-section (34, 78, 284, 857)
history-column-left (40, 956, 155, 1260)
history-entry: ১৫০০ - ভিসেন্ত পিনজোন ব্রাজিল আবিষ্কার করেন। (40, 1021, 146, 1037)
infographic-left-band (440, 898, 586, 924)
infographic-title: গণতান্ত্রিক বৈধতা ও বৈশ্বিক মর্যাদার পথ (450, 879, 591, 889)
decorative-rule (520, 40, 629, 52)
infographic (440, 868, 745, 1036)
article2-headline: গণতান্ত্রিক বৈধতা ও বৈশ্বিক মর্যাদা (320, 665, 845, 697)
section-divider (320, 655, 845, 657)
article1-column: কাঁঠালকে টাটকা বলে চালিয়ে দেওয়া যায়। বিক্রেতা জানে, প্রশ্ন কম হবে; পরলাম হবে অন্য জায়গায়। গণতন্ত্রের বাজার সুস্থ রাখতে হলে সচেতন খরিদ্দার দরকার। নইলে পচা কাঁঠাল আর তার মুচি খরিদ্দার এই যুগলবন্দিই বারবার আমাদের রাষ্ট্র ও সমাজের ভাগ্য নির্ধারণ করে যাবে। তাহলে ইতিবাচক সামাজিক পরিবর্তন ও প্রত্যাশিত সংস্কার কথাগুলো কি সুদূর পরাহত হয়েই থাকবে চিরকাল? এছাড়া ক্রমাগত রাস্তা বন্ধ করে জনদুর্ভোগ সৃষ্টি করা এই অস্থির সময়ে সেটা অন্তত: আমাদের নবীন-তরুণদের কাছে কাম্য হতে পারে না। কিন্তু এই বাজার শুধু বিক্রেতার দোষে চলে না। খরিদ্দার অর্থাৎ ভোটার এখানে সমান অংশীদার। অনেক ভোটারই জানেন, কাকে ভোট দিচ্ছেন। তবু দেন। কেউ দেন সাময়িক সুবিধার আশায়, কেউ দেন ভয় বা (448, 119, 563, 249)
article1-column: বাজার সবখানেই আজ পচা কাঁঠাল মুচি খরিদ্দারের অভাব নেই। যে নেতৃত্ব ব্যর্থ, অপরীক্ষিত, যেটা পালিয়ে যাওয়া ও যেটা মূলে পরাজিত, অথবা যারা এখনও দেশের জন্যের বৈধতা নিতে বিশ্বাসঘাতক, যে ব্যবস্থা দুর্নীতিগ্রস্ত, যে প্রতিশ্রুতি ফাঁপা, তাকেই আমরা বারবার কিনছি, ব্যবহার করছি, প্রশ্রয় দিচ্ছি। প্রশ্ন হলো, পচা কাঁঠাল কি শুধু বিক্রেতার দোষে বিক্রি হয়, নাকি খরিদ্দারের রুচি ও দায়ও এখানে সমান? শিক্ষা, স্বাস্থ্য, বিচারব্যবস্থা সবখানেই এই চক্র। ভেজাল ওষুধ তৈরি হয়, কারণ ক্রেতা আছে। প্রশ্নবিদ্ধ শিক্ষক টিকে যান, কারণ প্রতিবাদ নেই। দুর্বল নীতি বহাল থাকে, কারণ আমরা অভ্যস্ত হয়ে গেছি। পচা কাঁঠাল একদিনে পচে না; যেমন একটি রাষ্ট্রও একদিনে নষ্ট হয় না। ধীরে ধীরে, নীরব সম্মতিতে, ছোট ছোট আপসের ভেতর দিয়েই পচন ধরে। এই বাজারের খরিদ্দাররা অর্থাৎ ভোটাররা, অনেক সময় অজ্ঞ নন। তারা বোঝেন, কোন কাঁঠাল পচা, কোনটা টাটকা। তবু নানা অজুহাতে তারা আত্মসমর্পণমূলক মানসিকতায়। এভাবেই ভোটার নিজেই হয়ে ওঠেন গণতন্ত্রের বাজারে পচা কাঁঠাল মুচি খরিদ্দার। বর্তমানে জাতীয় ভোটের বাজারে বহু প্রার্থীর অতীত, যোগ্যতা ও নৈতিকতার হিসাব নতুন করে করার সুযোগ নেই, সবই বেশ আগেই জানা। তবু তারা নির্দ্বিধায় মাঠে নামেন। কারণ তারা জানেন, এই বাজারে পচন কোনো বাধা নয়। দলীয় ছাপ, শক্তির প্রদর্শন, অর্থের প্রভাব আর নানা ধরনের প্রলোভন, এই সবকিছু মিলিয়ে পচা (324, 283, 438, 519)
column-divider (305, 68, 306, 1318)
page-header (34, 30, 842, 60)
article1-column: ঘাটাতে সাহস করি না। তাইতো মাদুরোদেরকে ড্রামাটিক ডেকাপিটেশন স্ট্রাইকের মাধ্যমে হঠাৎ তুলে নেয়ার সময় ইতিবাচক প্রতিক্রিয়া দেখানোর মতো তরুণরাও আজকাল মুখ বুজে সহ্য করে যাচ্ছে তারা। এই মানসিক দাসত্বই বর্তমানে একটি সমাজের সবচেয়ে বড় পরাজয়। তাহলে করণীয় কী? প্রথমত, খরিদ্দার হতে হবে সচেতন। পচা কাঁঠাল ফিরিয়ে দিতে হবে, হোক তা ভোটের বাক্সে, বাজারে কিংবা সামাজিক সিদ্ধান্তে। দ্বিতীয়ত, বিকল্প চাইতে হবে। 'আর কিছু নেই' এই অজুহাতই পচা পণ্যের সবচেয়ে বড় পুঁজি। তৃতীয়ত, প্রতিবাদকে অভ্যাসে পরিণত করতে হবে, নীরবতাকে নয়। এই অচলাবস্থা থেকে বেরোতে হলে বাজারের নিয়ম বদলাতে হবে আর তা শুরু করতে হবে খরিদ্দার থেকেই। ইতোমধ্যে জানা গেছে, সামনে ফেব্রুয়ারি ১২, ২০২৬ জাতীয় নির্বাচন হতে যাচ্ছে। তার আগেই ভোটারকে বুঝতে হবে, ভোট কোনো দান নয়, এটি একটি দায়িত্বশীল সিদ্ধান্ত। ভোট টাকা দিয়ে কেনা-বেচার কোনো বাজারী পণ্য নয়। এমনকি ভোট জবরদস্তি, ধর্মীয় দোহাই, অপব্যাখ্যা দিয়ে দেওয়া-নেওয়ারও কোনো কিছু বা বিনিময় করার বিষয় বা পণ্য নয়। ভোটের বাক্স চুরি, ছিনতাই, ডাকাতি করা, দিনের ভোট রাতে, ঘুষের মাধ্যমে পক্ষপাতিত্ব করা, ডিজিটাল চুরি, এআই সম্ভাব্য চাতুরী কোনোটাই করতে দেওয়া যাবে না। বডিওর্ন ক্যামেরাকে সততার সাথে ব্যবহার করতে হবে। এভাবে সকল পচা কাঁঠাল ফিরিয়ে দিতে না শিখলে ভালো কাঁঠাল আর বাজারে আসবে না। প্রশ্ন করা, তুলনা করা এবং নৈতিকতার ভিত্তিতে সিদ্ধান্ত নেওয়াই গণতন্ত্রকে বাঁচানোর প্রথম শর্ত। গণতন্ত্রের বাজার সুস্থ রাখতে হলে সচেতন খরিদ্দার দরকার। নইলে পচা কাঁঠাল আর তার মুচি খরিদ্দার এই যুগলবন্দিই বারবার আমাদের রাষ্ট্র ও সমাজের ভাগ্য নির্ধারণ করে যাবে। তাহলে ইতিবাচক সামাজিক পরিবর্তন ও প্রত্যাশিত সংস্কার কথাগুলো কি সুদূর পরাহত হয়েই থাকবে চিরকাল? এছাড়া ক্রমাগত রাস্তা বন্ধ করে জনদুর্ভোগ সৃষ্টি করা এই অস্থির সময়ে সেটা অন্তত: আমাদের নবীন-তরুণদের কাছে কাম্য হতে পারে না। (697, 119, 842, 380)
editorial-paragraph: সুতরাং রাষ্ট্রবিজ্ঞানের ভাষায় অন্তর্বর্তীকালীন সরকারের এসব উদার নীতির বাণীকে আমরা এখন কেবল 'পলিটিক্যাল কারেক্টনেস' বা 'রাজনৈতিক শুদ্ধতা' বলে চিহ্নিত করতে পারি। বিশ্বজুড়েই এখন পলিটিক্যাল কারেক্টনেসের জয়জয়কার চলছে। রাজনৈতিক নেতা থেকে শুরু করে বিভিন্ন প্রতিষ্ঠানগুলোর ব্যবহার ও প্রকাশের ব্যাপারে অত্যন্ত সতর্কতা হয়েছেন। তারা 'বিকলাঙ্গ' শব্দের অর্থ নিয়েছেন 'ডিফারেন্টলি অ্যাবল', 'অন্ধ' শব্দের পরিবর্তে বলছেন 'দৃষ্টিপ্রতিবন্ধী'। স্লোভেনিয়ান দার্শনিক স্লাভয় জিজেক এ ধরনের পলিটিক্যাল কারেক্টনেসের কঠোর সমালোচনা করেছেন। তিনি (34, 806, 284, 856)
history-column-right (163, 956, 278, 1260)
history-entry: ১৯৫০ - ড. রাজেন্দ্র প্রসাদ ভারতের প্রথম প্রেসিডেন্ট নির্বাচিত হন। (40, 1226, 138, 1242)
article1-column: গণতন্ত্রকে আমরা প্রায়ই বলি জনগণের ক্ষমতা। কিন্তু বাস্তবে এই ক্ষমতা আজ রূপ নিয়েছে এক অদ্ভুত বাজারে যেখানে ভোটই প্রধান পণ্য, আর প্রার্থী তার মোড়ক। এই বাজারে সবচেয়ে বিস্ময়কর দৃশ্য হলো, পচা কাঁঠালও দেদারসে বিক্রির চেষ্টা হচ্ছে; আর আশ্চর্যজনকভাবে তার খরিদ্দারও কম নয়। এই দৃশ্য শুধু বাস্তব হাটবাজারের মধ্যে না থেকে সমাজের চারদিকে ছড়িয়ে পড়েছে। ক্রমান্বয়ে এটি আমাদের সমাজ-রাষ্ট্রের এক ভয়ংকর রূপক হয়ে উঠেছে। রাজনীতি, প্রশাসন, ব্যবসা কিংবা নীতি-নৈতিকতার (324, 119, 438, 216)
history-title: ইতিহাস (140, 934, 178, 948)
history-entry: ১৯৭৯ - চুয়াডাঙ্গায় অদূরে রকেট ট্রেন দুর্ঘটনা। প্রায় একশত যাত্রী নিহত। (163, 1161, 272, 1177)
